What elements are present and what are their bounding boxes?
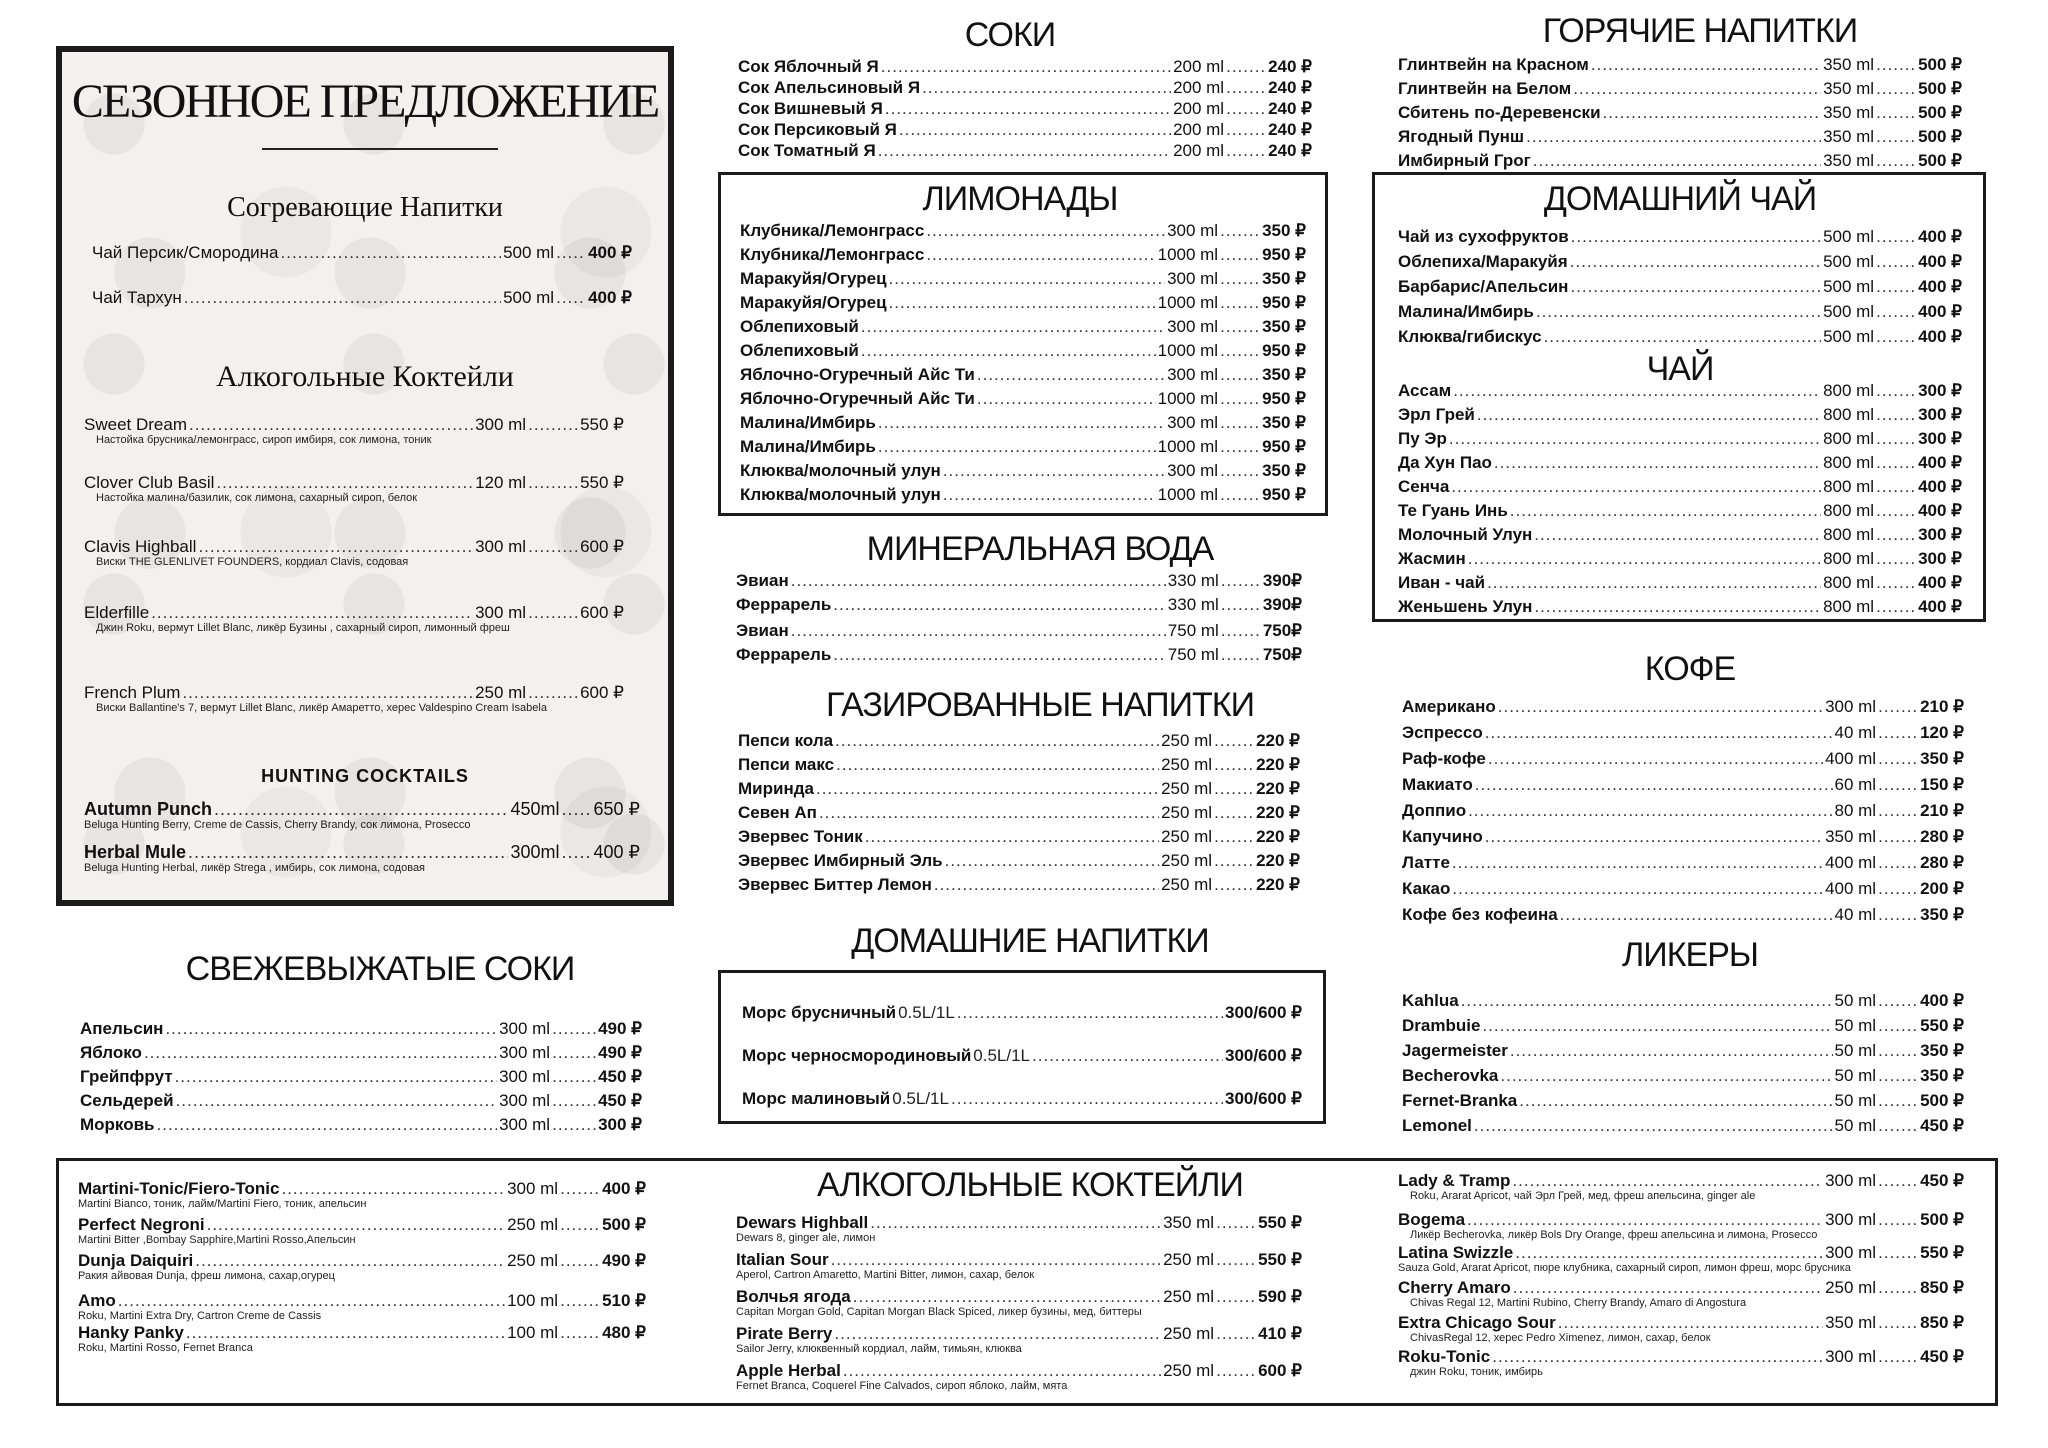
list-item: Чай из сухофруктов ..... 500 ml ..... 400 ₽ [1398, 228, 1962, 245]
list-item: Облепиха/Маракуйя ..... 500 ml ..... 400 ₽ [1398, 253, 1962, 270]
list-item: Американо ..... 300 ml ..... 210 ₽ [1402, 698, 1964, 715]
cocktails-center-list [736, 1214, 1302, 1392]
list-item: Lady & Tramp ..... 300 ml ..... 450 ₽ Roku, Ararat Apricot, чай Эрл Грей, мед, фреш апельсина, ginger ale [1398, 1172, 1964, 1202]
list-item: Глинтвейн на Белом ..... 350 ml ..... 500 ₽ [1398, 80, 1962, 97]
list-item: Сенча ..... 800 ml ..... 400 ₽ [1398, 478, 1962, 495]
list-item: Extra Chicago Sour ..... 350 ml ..... 850 ₽ ChivasRegal 12, херес Pedro Ximenez, лимон, сахар, белок [1398, 1314, 1964, 1344]
lemonades-heading: ЛИМОНАДЫ [922, 180, 1118, 218]
list-item: Italian Sour ..... 250 ml ..... 550 ₽ Aperol, Cartron Amaretto, Martini Bitter, лимон, сахар, белок [736, 1251, 1302, 1281]
list-item: Какао ..... 400 ml ..... 200 ₽ [1402, 880, 1964, 897]
list-item: Hanky Panky ..... 100 ml ..... 480 ₽ Roku, Martini Rosso, Fernet Branca [78, 1324, 646, 1354]
list-item: Сок Апельсиновый Я ..... 200 ml ..... 240 ₽ [738, 79, 1312, 96]
juices-list [738, 58, 1312, 159]
list-item: Иван - чай ..... 800 ml ..... 400 ₽ [1398, 574, 1962, 591]
list-item: Кофе без кофеина ..... 40 ml ..... 350 ₽ [1402, 906, 1964, 923]
list-item: Волчья ягода ..... 250 ml ..... 590 ₽ Capitan Morgan Gold, Capitan Morgan Black Spiced, ликер бузины, мед, биттеры [736, 1288, 1302, 1318]
list-item: Эвервес Биттер Лемон ..... 250 ml ..... 220 ₽ [738, 876, 1300, 893]
list-item: Elderfille ..... 300 ml ..... 600 ₽ Джин Roku, вермут Lillet Blanc, ликёр Бузины , сахарный сироп, лимонный фреш [84, 604, 624, 634]
home-drinks-heading: ДОМАШНИЕ НАПИТКИ [851, 922, 1209, 960]
list-item: Clavis Highball ..... 300 ml ..... 600 ₽ Виски THE GLENLIVET FOUNDERS, кордиал Clavis, содовая [84, 538, 624, 568]
list-item: Herbal Mule ..... 300ml ..... 400 ₽ Beluga Hunting Herbal, ликёр Strega , имбирь, сок лимона, содовая [84, 843, 640, 874]
list-item: Kahlua ..... 50 ml ..... 400 ₽ [1402, 992, 1964, 1009]
tea-heading: ЧАЙ [1646, 350, 1714, 388]
lemonades-list [740, 222, 1306, 503]
list-item: Имбирный Грог ..... 350 ml ..... 500 ₽ [1398, 152, 1962, 169]
list-item: Доппио ..... 80 ml ..... 210 ₽ [1402, 802, 1964, 819]
soda-heading: ГАЗИРОВАННЫЕ НАПИТКИ [825, 686, 1255, 724]
list-item: Морс брусничный 0.5L/1L ..... 300/600 ₽ [742, 1004, 1302, 1021]
list-item: Малина/Имбирь ..... 300 ml ..... 350 ₽ [740, 414, 1306, 431]
juices-heading: СОКИ [964, 16, 1056, 54]
list-item: Глинтвейн на Красном ..... 350 ml ..... 500 ₽ [1398, 56, 1962, 73]
list-item: French Plum ..... 250 ml ..... 600 ₽ Виски Ballantine's 7, вермут Lillet Blanc, ликёр Амаретто, херес Valdespino Cream Isabela [84, 684, 624, 714]
cocktails-heading: АЛКОГОЛЬНЫЕ КОКТЕЙЛИ [817, 1166, 1243, 1204]
list-item: Эрл Грей ..... 800 ml ..... 300 ₽ [1398, 406, 1962, 423]
list-item: Барбарис/Апельсин ..... 500 ml ..... 400 ₽ [1398, 278, 1962, 295]
list-item: Пепси макс ..... 250 ml ..... 220 ₽ [738, 756, 1300, 773]
list-item: Эвиан ..... 750 ml ..... 750₽ [736, 622, 1302, 639]
list-item: Клубника/Лемонграсс ..... 300 ml ..... 350 ₽ [740, 222, 1306, 239]
warm-drinks-list [92, 244, 632, 306]
list-item: Малина/Имбирь ..... 500 ml ..... 400 ₽ [1398, 303, 1962, 320]
list-item: Да Хун Пао ..... 800 ml ..... 400 ₽ [1398, 454, 1962, 471]
alcohol-cocktails-heading: Алкогольные Коктейли [216, 360, 514, 393]
list-item: Морс черносмородиновый 0.5L/1L ..... 300/600 ₽ [742, 1047, 1302, 1064]
list-item: Морковь ..... 300 ml ..... 300 ₽ [80, 1116, 642, 1133]
cocktails-left-list [78, 1180, 646, 1354]
list-item: Маракуйя/Огурец ..... 1000 ml ..... 950 ₽ [740, 294, 1306, 311]
coffee-heading: КОФЕ [1644, 650, 1736, 688]
list-item: Клюква/молочный улун ..... 1000 ml ..... 950 ₽ [740, 486, 1306, 503]
list-item: Клюква/молочный улун ..... 300 ml ..... 350 ₽ [740, 462, 1306, 479]
list-item: Pirate Berry ..... 250 ml ..... 410 ₽ Sailor Jerry, клюквенный кордиал, лайм, тимьян, клюква [736, 1325, 1302, 1355]
list-item: Сок Яблочный Я ..... 200 ml ..... 240 ₽ [738, 58, 1312, 75]
list-item: Облепиховый ..... 300 ml ..... 350 ₽ [740, 318, 1306, 335]
list-item: Клубника/Лемонграсс ..... 1000 ml ..... 950 ₽ [740, 246, 1306, 263]
list-item: Латте ..... 400 ml ..... 280 ₽ [1402, 854, 1964, 871]
list-item: Autumn Punch ..... 450ml ..... 650 ₽ Beluga Hunting Berry, Creme de Cassis, Cherry Brandy, сок лимона, Prosecco [84, 800, 640, 831]
list-item: Молочный Улун ..... 800 ml ..... 300 ₽ [1398, 526, 1962, 543]
hot-drinks-list [1398, 56, 1962, 169]
list-item: Cherry Amaro ..... 250 ml ..... 850 ₽ Chivas Regal 12, Martini Rubino, Cherry Brandy, Amaro di Angostura [1398, 1279, 1964, 1309]
list-item: Малина/Имбирь ..... 1000 ml ..... 950 ₽ [740, 438, 1306, 455]
list-item: Becherovka ..... 50 ml ..... 350 ₽ [1402, 1067, 1964, 1084]
seasonal-title-underline [262, 148, 498, 150]
list-item: Bogema ..... 300 ml ..... 500 ₽ Ликёр Becherovka, ликёр Bols Dry Orange, фреш апельсина и лимона, Prosecco [1398, 1211, 1964, 1241]
list-item: Феррарель ..... 330 ml ..... 390₽ [736, 596, 1302, 613]
seasonal-cocktails-list [84, 416, 624, 714]
list-item: Эвиан ..... 330 ml ..... 390₽ [736, 572, 1302, 589]
list-item: Dewars Highball ..... 350 ml ..... 550 ₽ Dewars 8, ginger ale, лимон [736, 1214, 1302, 1244]
list-item: Клюква/гибискус ..... 500 ml ..... 400 ₽ [1398, 328, 1962, 345]
list-item: Сок Томатный Я ..... 200 ml ..... 240 ₽ [738, 142, 1312, 159]
list-item: Perfect Negroni ..... 250 ml ..... 500 ₽ Martini Bitter ,Bombay Sapphire,Martini Rosso,Апельсин [78, 1216, 646, 1246]
list-item: Эвервес Имбирный Эль ..... 250 ml ..... 220 ₽ [738, 852, 1300, 869]
list-item: Чай Тархун ..... 500 ml ..... 400 ₽ [92, 289, 632, 306]
fresh-juices-heading: СВЕЖЕВЫЖАТЫЕ СОКИ [185, 950, 575, 988]
list-item: Clover Club Basil ..... 120 ml ..... 550 ₽ Настойка малина/базилик, сок лимона, сахарный сироп, белок [84, 474, 624, 504]
list-item: Пу Эр ..... 800 ml ..... 300 ₽ [1398, 430, 1962, 447]
list-item: Jagermeister ..... 50 ml ..... 350 ₽ [1402, 1042, 1964, 1059]
list-item: Сбитень по-Деревенски ..... 350 ml ..... 500 ₽ [1398, 104, 1962, 121]
list-item: Феррарель ..... 750 ml ..... 750₽ [736, 646, 1302, 663]
list-item: Fernet-Branka ..... 50 ml ..... 500 ₽ [1402, 1092, 1964, 1109]
list-item: Яблочно-Огуречный Айс Ти ..... 1000 ml ..... 950 ₽ [740, 390, 1306, 407]
list-item: Сок Вишневый Я ..... 200 ml ..... 240 ₽ [738, 100, 1312, 117]
tea-list [1398, 382, 1962, 615]
mineral-water-heading: МИНЕРАЛЬНАЯ ВОДА [866, 530, 1214, 568]
liqueurs-heading: ЛИКЕРЫ [1621, 936, 1758, 974]
list-item: Apple Herbal ..... 250 ml ..... 600 ₽ Fernet Branca, Coquerel Fine Calvados, сироп яблоко, лайм, мята [736, 1362, 1302, 1392]
list-item: Жасмин ..... 800 ml ..... 300 ₽ [1398, 550, 1962, 567]
coffee-list [1402, 698, 1964, 923]
list-item: Морс малиновый 0.5L/1L ..... 300/600 ₽ [742, 1090, 1302, 1107]
list-item: Миринда ..... 250 ml ..... 220 ₽ [738, 780, 1300, 797]
list-item: Эвервес Тоник ..... 250 ml ..... 220 ₽ [738, 828, 1300, 845]
soda-list [738, 732, 1300, 893]
list-item: Женьшень Улун ..... 800 ml ..... 400 ₽ [1398, 598, 1962, 615]
list-item: Martini-Tonic/Fiero-Tonic ..... 300 ml ..... 400 ₽ Martini Bianco, тоник, лайм/Martini Fiero, тоник, апельсин [78, 1180, 646, 1210]
list-item: Roku-Tonic ..... 300 ml ..... 450 ₽ джин Roku, тоник, имбирь [1398, 1348, 1964, 1378]
list-item: Latina Swizzle ..... 300 ml ..... 550 ₽ Sauza Gold, Ararat Apricot, пюре клубника, сахарный сироп, лимон фреш, морс брусника [1398, 1244, 1964, 1274]
home-tea-list [1398, 228, 1962, 345]
home-drinks-list [742, 1004, 1302, 1107]
home-tea-heading: ДОМАШНИЙ ЧАЙ [1543, 180, 1817, 218]
hunting-cocktails-list [84, 800, 640, 874]
seasonal-title: СЕЗОННОЕ ПРЕДЛОЖЕНИЕ [71, 75, 659, 128]
list-item: Раф-кофе ..... 400 ml ..... 350 ₽ [1402, 750, 1964, 767]
list-item: Sweet Dream ..... 300 ml ..... 550 ₽ Настойка брусника/лемонграсс, сироп имбиря, сок лимона, тоник [84, 416, 624, 446]
hot-drinks-heading: ГОРЯЧИЕ НАПИТКИ [1542, 12, 1858, 50]
mineral-water-list [736, 572, 1302, 663]
list-item: Грейпфрут ..... 300 ml ..... 450 ₽ [80, 1068, 642, 1085]
list-item: Апельсин ..... 300 ml ..... 490 ₽ [80, 1020, 642, 1037]
warm-drinks-heading: Согревающие Напитки [227, 192, 503, 223]
cocktails-right-list [1398, 1172, 1964, 1378]
list-item: Ягодный Пунш ..... 350 ml ..... 500 ₽ [1398, 128, 1962, 145]
list-item: Облепиховый ..... 1000 ml ..... 950 ₽ [740, 342, 1306, 359]
list-item: Drambuie ..... 50 ml ..... 550 ₽ [1402, 1017, 1964, 1034]
list-item: Яблочно-Огуречный Айс Ти ..... 300 ml ..... 350 ₽ [740, 366, 1306, 383]
seasonal-offer-panel [56, 46, 674, 906]
list-item: Маракуйя/Огурец ..... 300 ml ..... 350 ₽ [740, 270, 1306, 287]
list-item: Севен Ап ..... 250 ml ..... 220 ₽ [738, 804, 1300, 821]
hunting-cocktails-heading: HUNTING COCKTAILS [261, 766, 469, 786]
list-item: Макиато ..... 60 ml ..... 150 ₽ [1402, 776, 1964, 793]
list-item: Сок Персиковый Я ..... 200 ml ..... 240 ₽ [738, 121, 1312, 138]
list-item: Ассам ..... 800 ml ..... 300 ₽ [1398, 382, 1962, 399]
list-item: Те Гуань Инь ..... 800 ml ..... 400 ₽ [1398, 502, 1962, 519]
list-item: Lemonel ..... 50 ml ..... 450 ₽ [1402, 1117, 1964, 1134]
list-item: Яблоко ..... 300 ml ..... 490 ₽ [80, 1044, 642, 1061]
list-item: Чай Персик/Смородина ..... 500 ml ..... 400 ₽ [92, 244, 632, 261]
list-item: Amo ..... 100 ml ..... 510 ₽ Roku, Martini Extra Dry, Cartron Creme de Cassis [78, 1292, 646, 1322]
fresh-juices-list [80, 1020, 642, 1133]
list-item: Пепси кола ..... 250 ml ..... 220 ₽ [738, 732, 1300, 749]
list-item: Сельдерей ..... 300 ml ..... 450 ₽ [80, 1092, 642, 1109]
list-item: Эспрессо ..... 40 ml ..... 120 ₽ [1402, 724, 1964, 741]
liqueurs-list [1402, 992, 1964, 1134]
list-item: Капучино ..... 350 ml ..... 280 ₽ [1402, 828, 1964, 845]
list-item: Dunja Daiquiri ..... 250 ml ..... 490 ₽ Ракия айвовая Dunja, фреш лимона, сахар,огурец [78, 1252, 646, 1282]
